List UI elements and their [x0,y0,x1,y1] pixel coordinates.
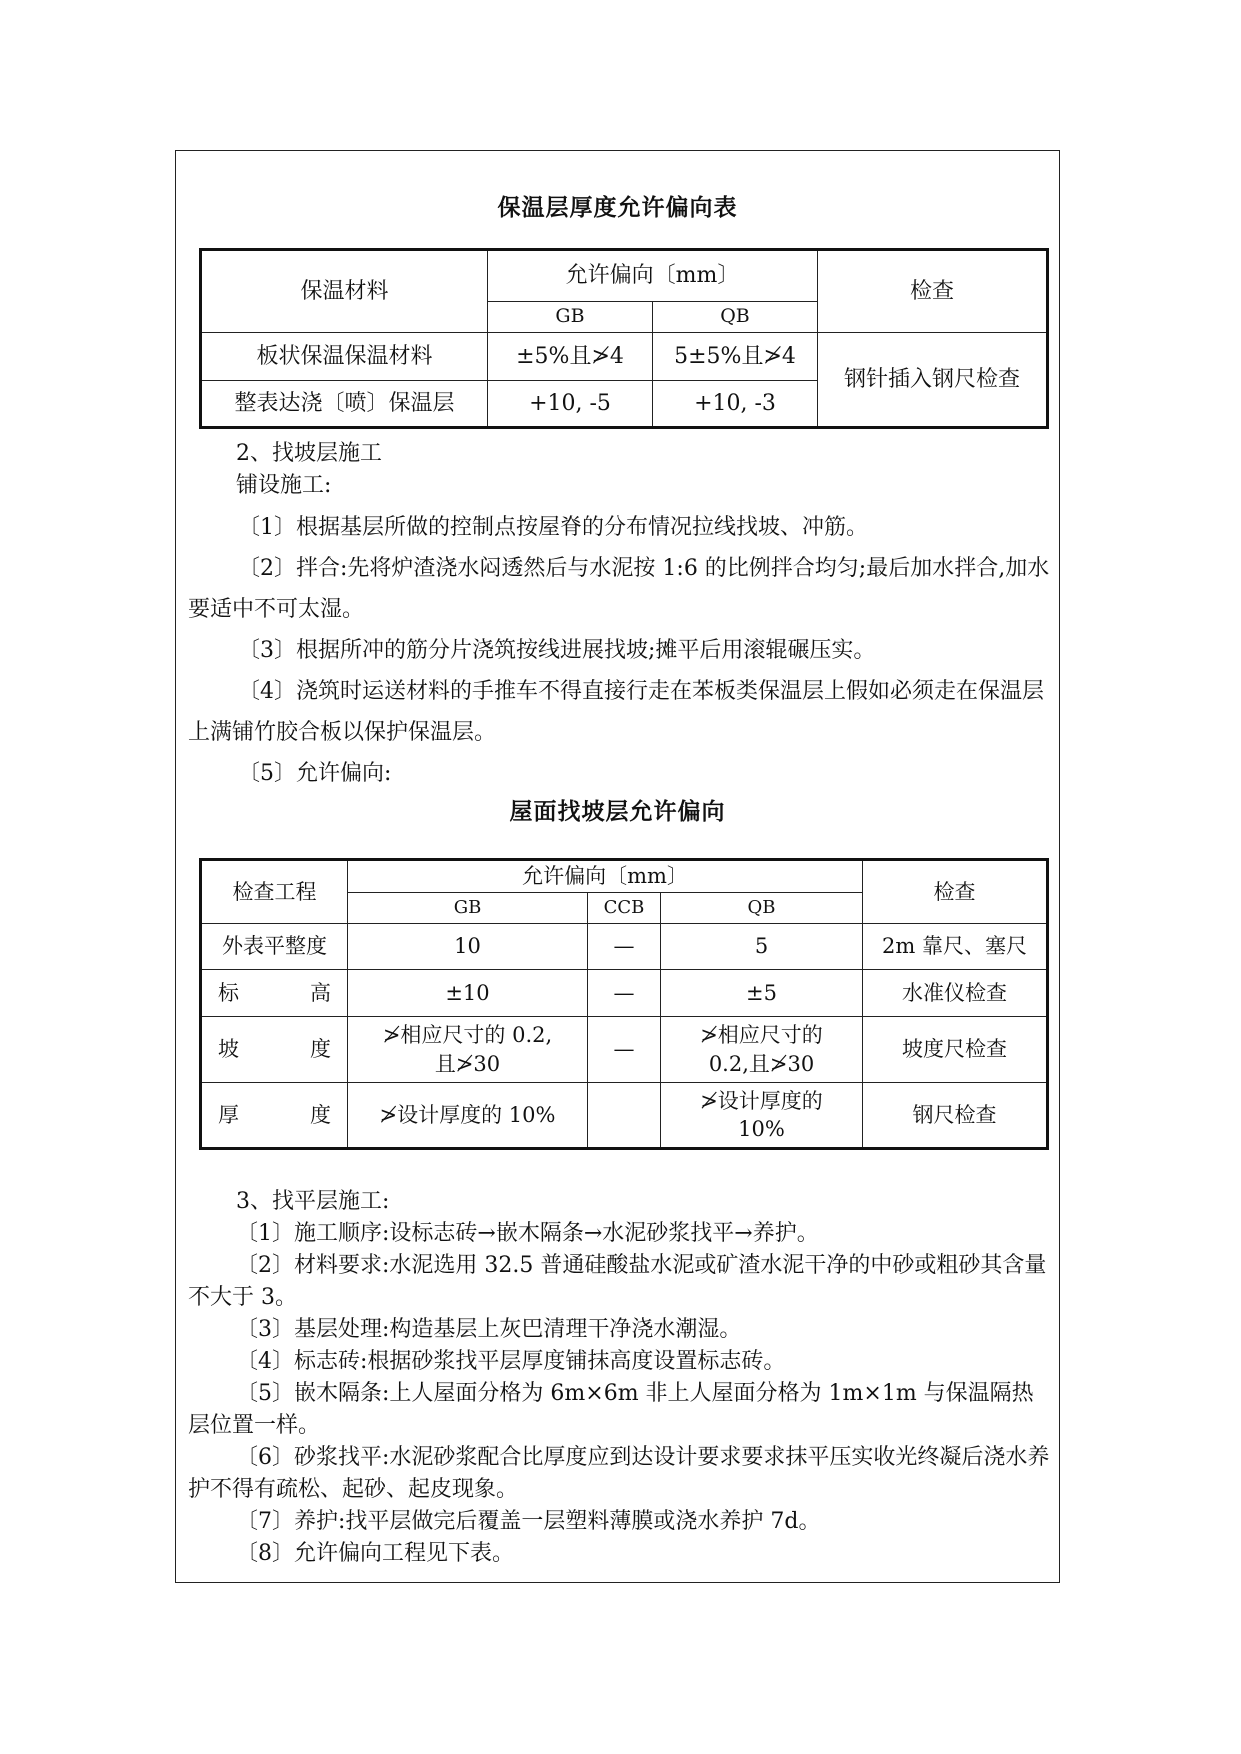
cell-check: 水准仪检查 [863,970,1048,1017]
cell-gb: ±5%且≯4 [488,333,653,381]
list-item: 〔5〕允许偏向: [238,761,392,786]
cell-check: 坡度尺检查 [863,1017,1048,1083]
list-item: 〔2〕材料要求:水泥选用 32.5 普通硅酸盐水泥或矿渣水泥干净的中砂或粗砂其含量不大于 3。 [188,1253,1047,1310]
cell-ccb [588,1083,661,1149]
cell-item [201,1017,348,1083]
cell-qb [661,1017,863,1083]
table-row [201,924,1048,970]
cell-item-char: 高 [310,980,331,1005]
header-deviation: 允许偏向〔mm〕 [348,860,863,893]
cell-gb: ≯设计厚度的 10% [348,1083,588,1149]
list-item: 〔2〕拌合:先将炉渣浇水闷透然后与水泥按 1:6 的比例拌合均匀;最后加水拌合,加水要适中不可太湿。 [188,556,1050,622]
table2-title: 屋面找坡层允许偏向 [509,798,726,825]
list-item: 〔4〕标志砖:根据砂浆找平层厚度铺抹高度设置标志砖。 [236,1349,786,1374]
list-item: 〔7〕养护:找平层做完后覆盖一层塑料薄膜或浇水养护 7d。 [236,1509,821,1534]
table-row [201,1083,1048,1149]
list-item: 〔4〕浇筑时运送材料的手推车不得直接行走在苯板类保温层上假如必须走在保温层上满铺竹胶合板以保护保温层。 [188,679,1044,745]
header-check: 检查 [818,250,1048,333]
list-item: 〔1〕根据基层所做的控制点按屋脊的分布情况拉线找坡、冲筋。 [238,515,868,540]
cell-item [201,970,348,1017]
header-qb: QB [653,302,818,333]
list-item: 〔8〕允许偏向工程见下表。 [236,1541,514,1566]
cell-check: 2m 靠尺、塞尺 [863,924,1048,970]
cell-ccb: — [588,970,661,1017]
cell-gb: +10, -5 [488,381,653,428]
header-ccb: CCB [588,893,661,924]
cell-material: 板状保温保温材料 [201,333,488,381]
cell-qb-line: ≯设计厚度的 [700,1088,823,1113]
section3-heading: 3、找平层施工: [236,1189,390,1214]
insulation-deviation-table [199,248,1049,429]
list-item: 〔1〕施工顺序:设标志砖→嵌木隔条→水泥砂浆找平→养护。 [236,1221,819,1246]
table-row [201,333,1048,381]
table-row [201,970,1048,1017]
cell-check: 钢针插入钢尺检查 [818,333,1048,428]
cell-item-char: 度 [310,1102,331,1127]
header-material: 保温材料 [201,250,488,333]
cell-item-char: 坡 [218,1037,239,1062]
cell-gb: 10 [348,924,588,970]
slope-layer-deviation-table [199,858,1049,1150]
cell-qb-line: 10% [738,1117,785,1141]
cell-item [201,1083,348,1149]
section3-block [188,1186,1050,1570]
section2-items [188,507,1050,794]
table1-title: 保温层厚度允许偏向表 [497,194,738,221]
cell-gb-line: ≯相应尺寸的 0.2, [382,1023,553,1048]
cell-ccb: — [588,1017,661,1083]
cell-qb: +10, -3 [653,381,818,428]
cell-qb: 5±5%且≯4 [653,333,818,381]
cell-gb [348,1017,588,1083]
list-item: 〔3〕基层处理:构造基层上灰巴清理干净浇水潮湿。 [236,1317,742,1342]
section2-heading-block [188,438,1050,502]
cell-gb-line: 且≯30 [434,1051,501,1076]
cell-qb-line: 0.2,且≯30 [708,1051,815,1076]
document-frame [175,150,1060,1583]
header-gb: GB [348,893,588,924]
table-row [201,1017,1048,1083]
cell-qb [661,1083,863,1149]
section2-subheading: 铺设施工: [236,473,332,498]
header-qb: QB [661,893,863,924]
header-gb: GB [488,302,653,333]
header-deviation: 允许偏向〔mm〕 [488,250,818,302]
cell-item-char: 标 [218,980,239,1005]
cell-gb: ±10 [348,970,588,1017]
cell-item: 外表平整度 [201,924,348,970]
list-item: 〔5〕嵌木隔条:上人屋面分格为 6m×6m 非上人屋面分格为 1m×1m 与保温隔热层位置一样。 [188,1381,1034,1438]
list-item: 〔3〕根据所冲的筋分片浇筑按线进展找坡;摊平后用滚辊碾压实。 [238,638,876,663]
cell-item-char: 度 [310,1037,331,1062]
cell-material: 整表达浇〔喷〕保温层 [201,381,488,428]
cell-qb-line: ≯相应尺寸的 [700,1023,823,1048]
cell-qb: 5 [661,924,863,970]
cell-qb: ±5 [661,970,863,1017]
header-check: 检查 [863,860,1048,924]
section2-heading: 2、找坡层施工 [236,441,382,466]
cell-ccb: — [588,924,661,970]
cell-check: 钢尺检查 [863,1083,1048,1149]
cell-item-char: 厚 [218,1102,239,1127]
header-item: 检查工程 [201,860,348,924]
list-item: 〔6〕砂浆找平:水泥砂浆配合比厚度应到达设计要求要求抹平压实收光终凝后浇水养护不得有疏松、起砂、起皮现象。 [188,1445,1050,1502]
